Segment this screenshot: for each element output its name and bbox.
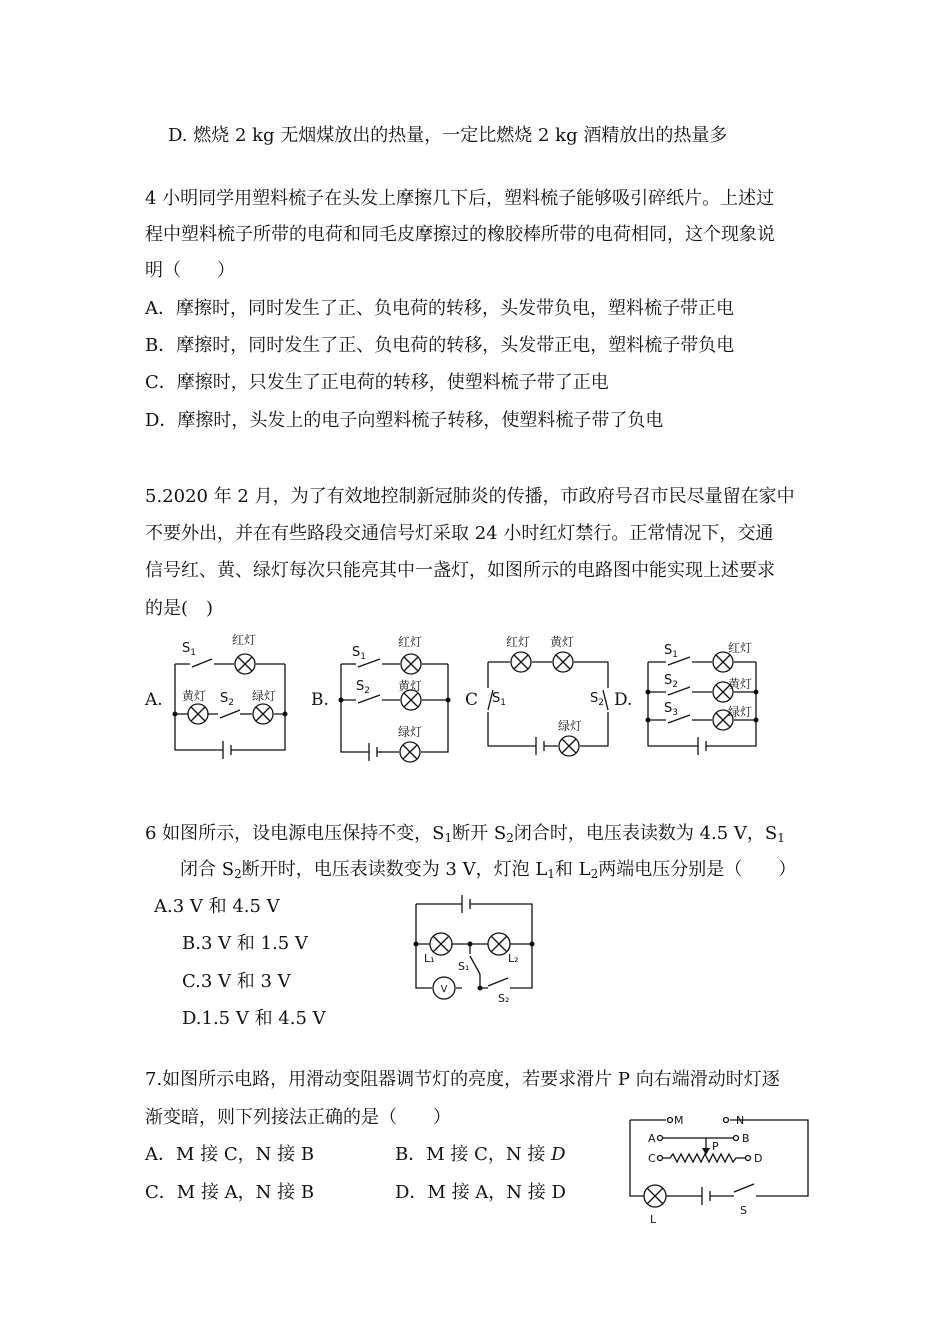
q5b-green-label: 绿灯 (398, 725, 423, 739)
q7-option-c: C．M 接 A，N 接 B (145, 1182, 315, 1203)
q5c-s2-label: $S_2$ (590, 691, 604, 708)
q7-p-label: P (712, 1140, 719, 1153)
q6-voltmeter-label: V (440, 984, 448, 995)
q5-label-c: C (465, 690, 479, 710)
q5d-red-label: 红灯 (728, 641, 753, 655)
q7-m-label: M (674, 1114, 684, 1127)
q5b-yellow-label: 黄灯 (398, 679, 423, 693)
q7-option-a: A．M 接 C，N 接 B (145, 1144, 315, 1165)
q4-stem-line-1: 4 小明同学用塑料梳子在头发上摩擦几下后，塑料梳子能够吸引碎纸片。上述过 (145, 188, 775, 209)
q5d-green-label: 绿灯 (728, 705, 753, 719)
q6-circuit (410, 898, 540, 1008)
q5-stem-line-4: 的是( ) (145, 598, 214, 619)
q5a-s1-label: $S_1$ (182, 641, 196, 658)
q3-option-d: D. 燃烧 2 kg 无烟煤放出的热量，一定比燃烧 2 kg 酒精放出的热量多 (168, 125, 728, 146)
q5a-green-label: 绿灯 (252, 689, 277, 703)
q6-option-c: C.3 V 和 3 V (182, 971, 291, 992)
q6-l1-label: L₁ (424, 952, 435, 965)
q7-option-b: B．M 接 C，N 接 D (395, 1144, 566, 1165)
q5a-red-label: 红灯 (232, 633, 257, 647)
q5c-green-label: 绿灯 (558, 719, 583, 733)
q6-option-a: A.3 V 和 4.5 V (154, 896, 280, 917)
q5a-yellow-label: 黄灯 (182, 689, 207, 703)
q7-n-label: N (736, 1114, 745, 1127)
q5-label-d: D. (614, 690, 633, 710)
q5c-yellow-label: 黄灯 (550, 635, 575, 649)
q5c-red-label: 红灯 (506, 635, 531, 649)
q4-option-c: C．摩擦时，只发生了正电荷的转移，使塑料梳子带了正电 (145, 372, 609, 393)
q5-label-b: B. (311, 690, 329, 710)
q7-stem-line-2: 渐变暗，则下列接法正确的是（ ） (145, 1107, 451, 1128)
q5-stem-line-1: 5.2020 年 2 月，为了有效地控制新冠肺炎的传播，市政府号召市民尽量留在家中 (145, 486, 795, 507)
q6-option-d: D.1.5 V 和 4.5 V (182, 1008, 326, 1029)
q5-stem-line-3: 信号红、黄、绿灯每次只能亮其中一盏灯，如图所示的电路图中能实现上述要求 (145, 560, 775, 581)
q7-a-label: A (648, 1132, 656, 1145)
q4-stem-line-2: 程中塑料梳子所带的电荷和同毛皮摩擦过的橡胶棒所带的电荷相同，这个现象说 (145, 224, 775, 245)
q5-label-a: A. (145, 690, 163, 710)
q5b-s1-label: $S_1$ (352, 645, 366, 662)
q4-stem-line-3: 明（ ） (145, 260, 235, 281)
q5c-s1-label: $S_1$ (492, 691, 506, 708)
q5-circuit-b (336, 632, 456, 762)
q6-stem-line-1: 6 如图所示，设电源电压保持不变，$S_1$断开 $S_2$闭合时，电压表读数为 4.5 V，$S_1$ (145, 823, 785, 845)
q6-stem-line-2: 闭合 $S_2$断开时，电压表读数变为 3 V，灯泡 $L_1$和 $L_2$两端电压分别是（ ） (180, 859, 797, 881)
q7-circuit (626, 1108, 816, 1228)
q4-option-d: D．摩擦时，头发上的电子向塑料梳子转移，使塑料梳子带了负电 (145, 410, 664, 431)
q5-circuit-c (480, 632, 620, 762)
q5-circuit-a (170, 632, 290, 762)
q7-option-d: D．M 接 A，N 接 D (395, 1182, 566, 1203)
q6-option-b: B.3 V 和 1.5 V (182, 933, 308, 954)
q6-s2-label: S₂ (498, 992, 510, 1005)
q5d-s3-label: $S_3$ (664, 701, 678, 718)
q7-s-label: S (740, 1204, 747, 1217)
q7-stem-line-1: 7.如图所示电路，用滑动变阻器调节灯的亮度，若要求滑片 P 向右端滑动时灯逐 (145, 1069, 780, 1090)
q6-s1-label: S₁ (458, 960, 470, 973)
q7-d-label: D (754, 1152, 763, 1165)
q5d-s1-label: $S_1$ (664, 643, 678, 660)
q5d-yellow-label: 黄灯 (728, 677, 753, 691)
q5d-s2-label: $S_2$ (664, 673, 678, 690)
q7-l-label: L (650, 1213, 657, 1226)
q5b-red-label: 红灯 (398, 635, 423, 649)
q6-l2-label: L₂ (508, 952, 519, 965)
q5b-s2-label: $S_2$ (356, 679, 370, 696)
q5-stem-line-2: 不要外出，并在有些路段交通信号灯采取 24 小时红灯禁行。正常情况下，交通 (145, 523, 774, 544)
q7-c-label: C (648, 1152, 656, 1165)
q7-b-label: B (742, 1132, 750, 1145)
q4-option-a: A．摩擦时，同时发生了正、负电荷的转移，头发带负电，塑料梳子带正电 (145, 298, 734, 319)
q5a-s2-label: $S_2$ (220, 691, 234, 708)
q4-option-b: B．摩擦时，同时发生了正、负电荷的转移，头发带正电，塑料梳子带负电 (145, 335, 735, 356)
q5-circuit-d (644, 632, 764, 762)
